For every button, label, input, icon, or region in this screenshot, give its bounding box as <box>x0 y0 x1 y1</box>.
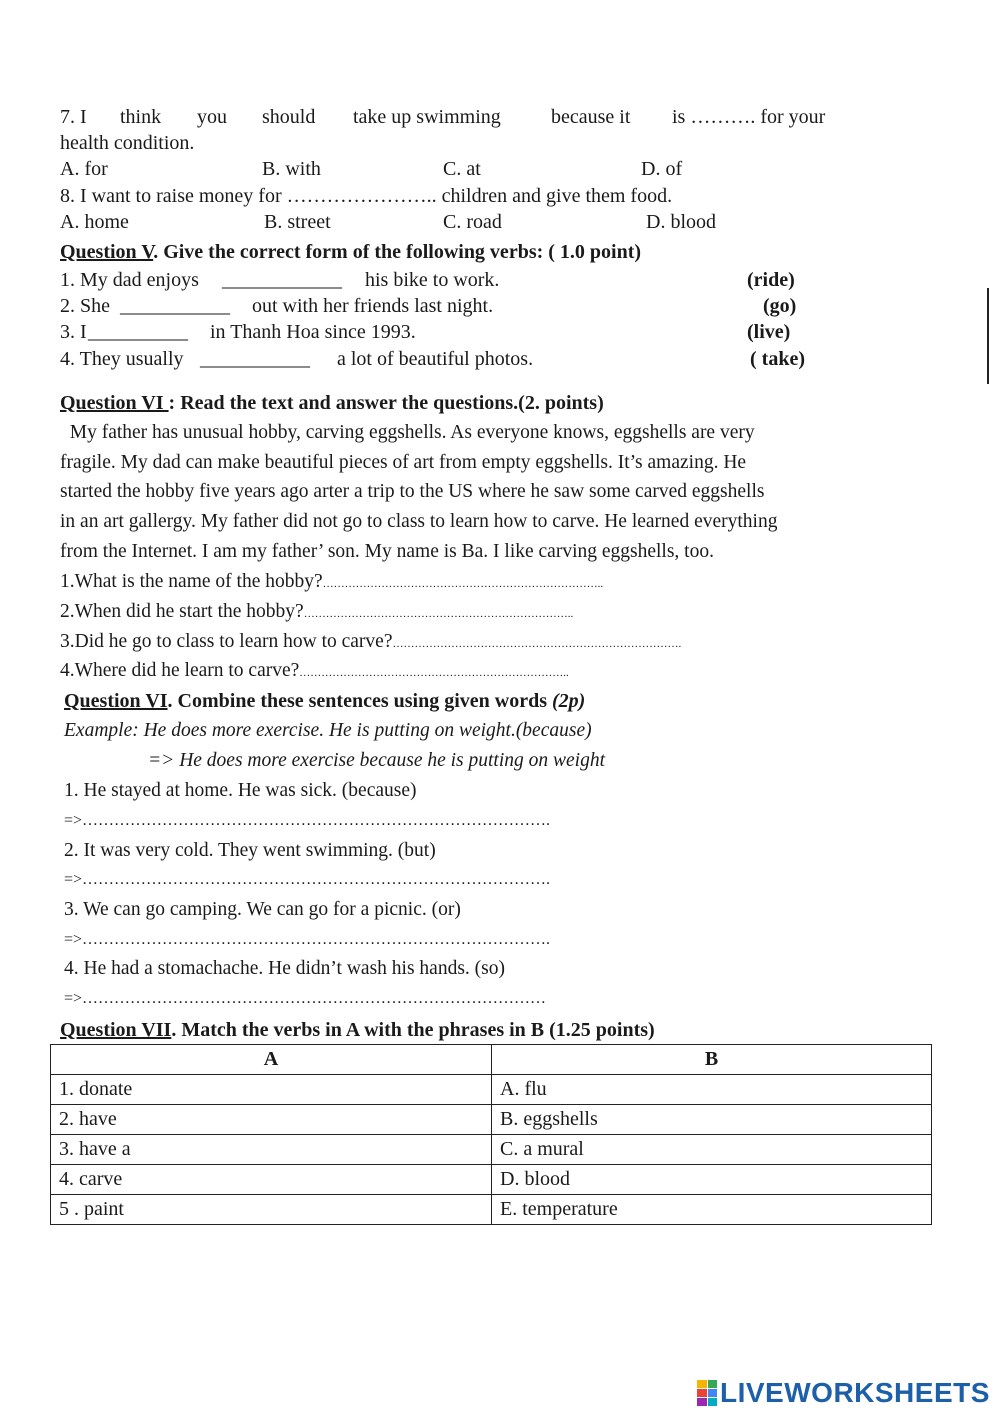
cell-b[interactable]: C. a mural <box>492 1135 932 1165</box>
example-line: Example: He does more exercise. He is putting on weight.(because) <box>64 720 592 741</box>
q7-option-b[interactable]: B. with <box>262 158 321 180</box>
q7-word: because it <box>551 106 631 128</box>
section6-title <box>60 392 604 415</box>
section5-title-rest: . Give the correct form of the following verbs: ( 1.0 point) <box>153 241 642 263</box>
section5-item-hint: (live) <box>747 321 791 343</box>
section7-title <box>60 1019 655 1042</box>
section5-title <box>60 241 641 264</box>
combine-answer-line[interactable]: =>……………………………………………………………………………. <box>64 812 551 829</box>
reading-question-text: 2.When did he start the hobby? <box>60 601 304 622</box>
cell-a[interactable]: 5 . paint <box>51 1195 492 1225</box>
section6b-title <box>64 690 585 713</box>
combine-question: 1. He stayed at home. He was sick. (because) <box>64 780 417 801</box>
q7-word: should <box>262 106 316 128</box>
q7-line2: health condition. <box>60 132 195 154</box>
match-table <box>50 1044 932 1225</box>
q7-word: 7. I <box>60 106 87 128</box>
reading-question-text: 3.Did he go to class to learn how to carve? <box>60 631 393 652</box>
cell-b[interactable]: B. eggshells <box>492 1105 932 1135</box>
q7-word: you <box>197 106 227 128</box>
passage-line: in an art gallergy. My father did not go to class to learn how to carve. He learned everything <box>60 511 778 532</box>
section5-item-hint: (ride) <box>747 269 795 291</box>
table-row <box>51 1075 932 1105</box>
section5-item-post: a lot of beautiful photos. <box>337 348 534 370</box>
section5-item-blank[interactable]: __________ <box>88 321 188 343</box>
section5-item-blank[interactable]: ___________ <box>200 348 310 370</box>
section5-item-post: out with her friends last night. <box>252 295 494 317</box>
section5-item-post: in Thanh Hoa since 1993. <box>210 321 416 343</box>
cell-a[interactable]: 2. have <box>51 1105 492 1135</box>
reading-question-text: 1.What is the name of the hobby? <box>60 571 323 592</box>
answer-line[interactable]: ……………………………………………………………….. <box>303 608 574 620</box>
section5-item-post: his bike to work. <box>365 269 500 291</box>
logo-grid-icon <box>697 1380 717 1406</box>
cell-a[interactable]: 1. donate <box>51 1075 492 1105</box>
section5-item-blank[interactable]: ____________ <box>222 269 342 291</box>
margin-rule <box>987 288 989 384</box>
logo-text: LIVEWORKSHEETS <box>720 1377 990 1408</box>
q7-word: take up swimming <box>353 106 501 128</box>
reading-question-text: 4.Where did he learn to carve? <box>60 660 300 681</box>
table-row <box>51 1135 932 1165</box>
section6-title-rest: : Read the text and answer the questions.(2. points) <box>168 392 604 414</box>
q7-option-a[interactable]: A. for <box>60 158 108 180</box>
q7-word: think <box>120 106 162 128</box>
passage-line: from the Internet. I am my father’ son. My name is Ba. I like carving eggshells, too. <box>60 541 714 562</box>
section6b-points: (2p) <box>552 690 586 712</box>
cell-b[interactable]: A. flu <box>492 1075 932 1105</box>
reading-question <box>60 571 603 593</box>
reading-question <box>60 601 573 623</box>
q8-option-d[interactable]: D. blood <box>646 211 716 233</box>
section5-label: Question V <box>60 241 154 263</box>
combine-question: 3. We can go camping. We can go for a picnic. (or) <box>64 899 461 920</box>
section5-item-pre: 2. She <box>60 295 110 317</box>
q7-option-d[interactable]: D. of <box>641 158 683 180</box>
column-header-b: B <box>492 1045 932 1075</box>
q8-option-a[interactable]: A. home <box>60 211 129 233</box>
cell-a[interactable]: 4. carve <box>51 1165 492 1195</box>
liveworksheets-logo[interactable] <box>697 1376 990 1410</box>
section6-label: Question VI <box>60 392 169 414</box>
q8-option-c[interactable]: C. road <box>443 211 502 233</box>
q8-option-b[interactable]: B. street <box>264 211 331 233</box>
section5-item-pre: 3. I <box>60 321 87 343</box>
answer-line[interactable]: ……………………………………………………………………. <box>392 638 682 650</box>
combine-answer-line[interactable]: =>……………………………………………………………………………. <box>64 931 551 948</box>
answer-line[interactable]: ………………………………………………………………….. <box>322 578 604 590</box>
section7-title-rest: . Match the verbs in A with the phrases in B (1.25 points) <box>171 1019 655 1041</box>
table-header-row <box>51 1045 932 1075</box>
reading-question <box>60 660 569 682</box>
cell-a[interactable]: 3. have a <box>51 1135 492 1165</box>
passage-line: My father has unusual hobby, carving eggshells. As everyone knows, eggshells are very <box>60 422 755 443</box>
reading-question <box>60 631 681 653</box>
combine-answer-line[interactable]: =>……………………………………………………………………………. <box>64 871 551 888</box>
q8-line1: 8. I want to raise money for ………………….. children and give them food. <box>60 185 673 207</box>
column-header-a: A <box>51 1045 492 1075</box>
passage-line: started the hobby five years ago arter a trip to the US where he saw some carved eggshells <box>60 481 765 502</box>
combine-question: 4. He had a stomachache. He didn’t wash his hands. (so) <box>64 958 505 979</box>
section5-item-hint: (go) <box>763 295 797 317</box>
section5-item-blank[interactable]: ___________ <box>120 295 230 317</box>
cell-b[interactable]: E. temperature <box>492 1195 932 1225</box>
combine-answer-line[interactable]: =>…………………………………………………………………………… <box>64 990 547 1007</box>
example-answer: => He does more exercise because he is putting on weight <box>148 750 606 771</box>
section5-item-hint: ( take) <box>750 348 805 370</box>
answer-line[interactable]: ……………………………………………………………….. <box>299 667 569 679</box>
table-row <box>51 1165 932 1195</box>
passage-line: fragile. My dad can make beautiful pieces of art from empty eggshells. It’s amazing. He <box>60 452 747 473</box>
section6b-label: Question VI <box>64 690 168 712</box>
section6b-title-rest: . Combine these sentences using given words <box>167 690 547 712</box>
combine-question: 2. It was very cold. They went swimming. (but) <box>64 840 436 861</box>
cell-b[interactable]: D. blood <box>492 1165 932 1195</box>
section5-item-pre: 1. My dad enjoys <box>60 269 199 291</box>
section7-label: Question VII <box>60 1019 172 1041</box>
q7-word: is ………. for your <box>672 106 826 128</box>
table-row <box>51 1105 932 1135</box>
section5-item-pre: 4. They usually <box>60 348 184 370</box>
q7-option-c[interactable]: C. at <box>443 158 481 180</box>
table-row <box>51 1195 932 1225</box>
